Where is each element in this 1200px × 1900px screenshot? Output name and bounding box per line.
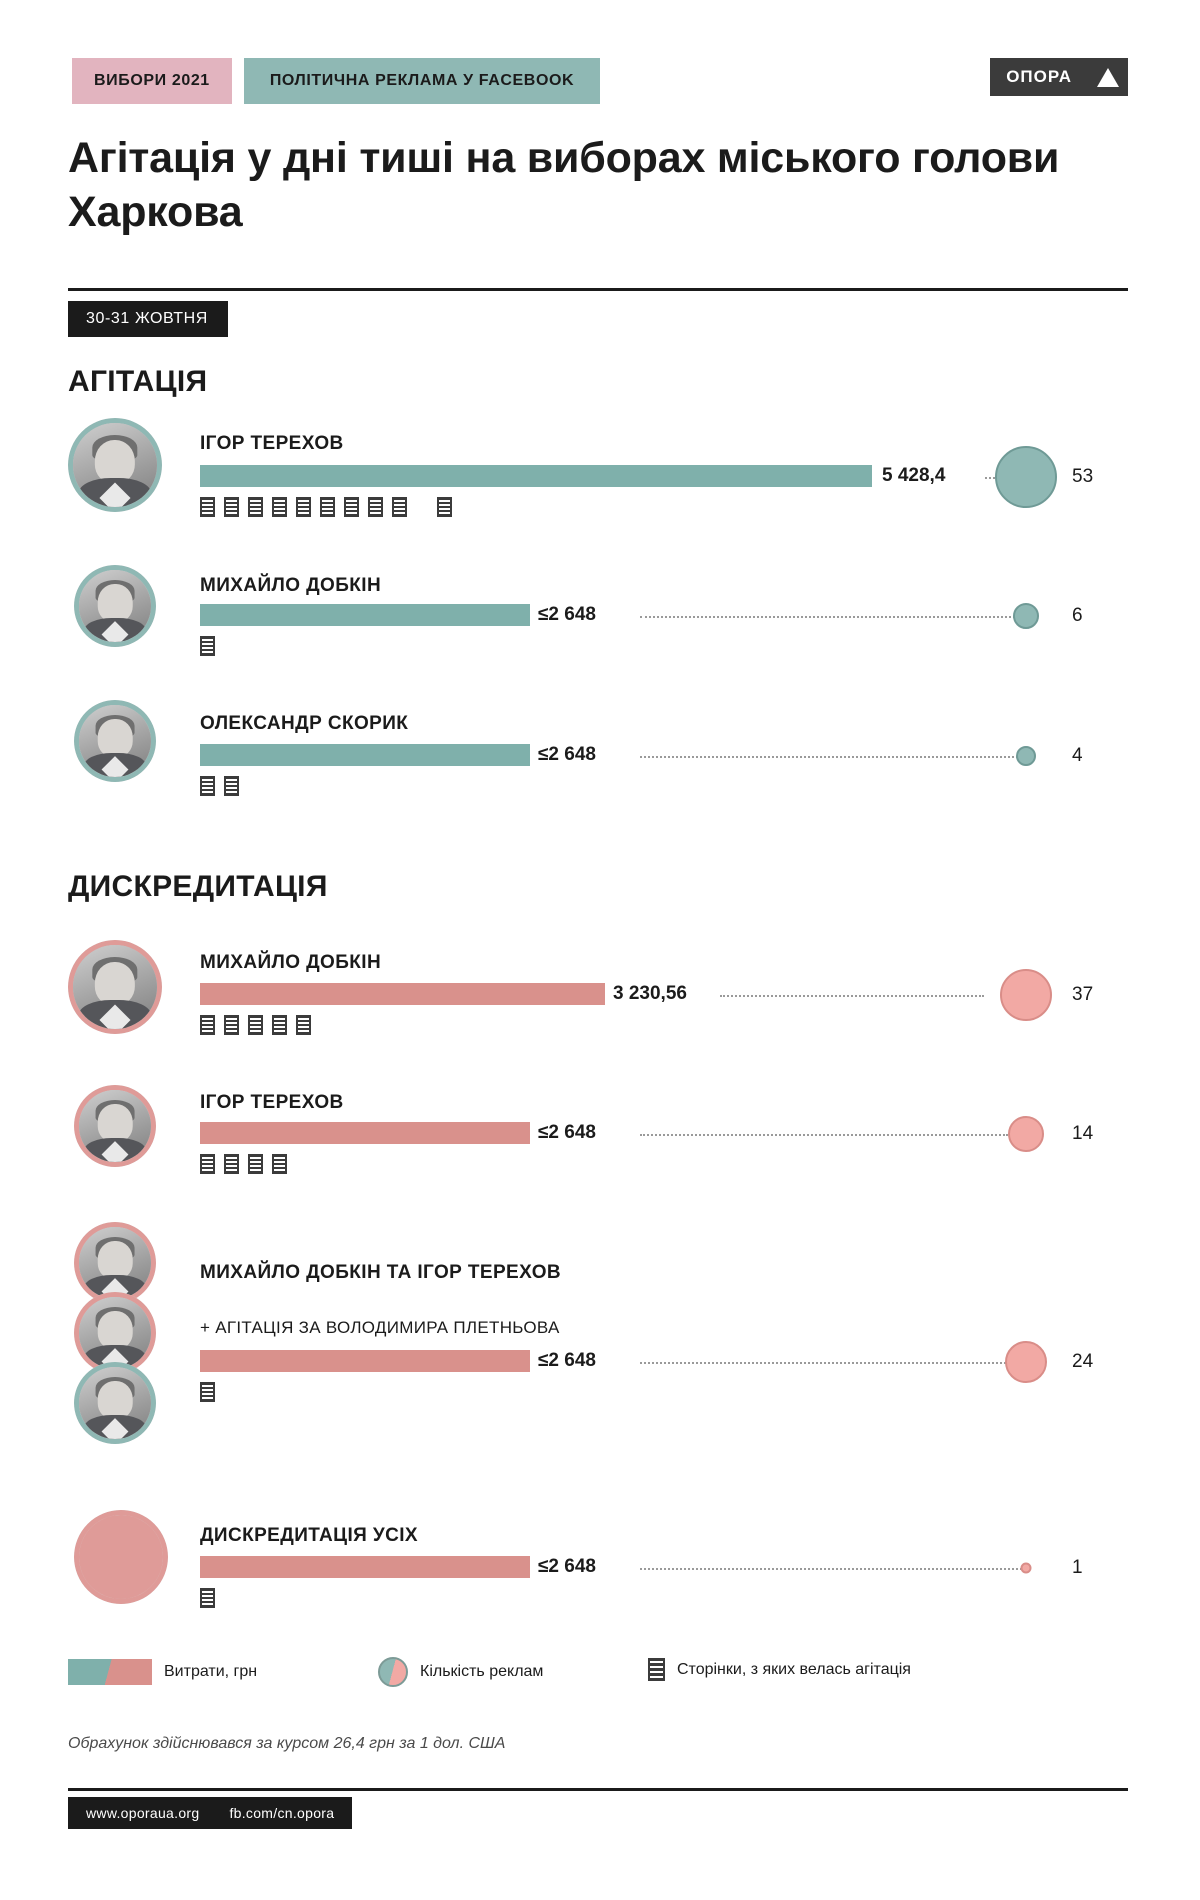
- spend-value: ≤2 648: [538, 1350, 596, 1371]
- pages-icons: [200, 1382, 215, 1402]
- legend-bar-icon: [68, 1659, 152, 1685]
- spend-value: 5 428,4: [882, 465, 946, 486]
- legend-circle-icon: [378, 1657, 408, 1687]
- spend-bar: [200, 1556, 530, 1578]
- spend-bar: [200, 1350, 530, 1372]
- ads-count: 53: [1072, 466, 1094, 487]
- spend-value: ≤2 648: [538, 744, 596, 765]
- spend-bar: [200, 604, 530, 626]
- section-title-agitation: АГІТАЦІЯ: [68, 365, 208, 398]
- page-icon: [344, 497, 359, 517]
- divider-bottom: [68, 1788, 1128, 1791]
- page-icon: [648, 1658, 665, 1681]
- candidate-name: ОЛЕКСАНДР СКОРИК: [200, 713, 409, 734]
- avatar: [74, 1362, 156, 1444]
- divider-top: [68, 288, 1128, 291]
- page-icon: [248, 497, 263, 517]
- candidate-sublabel: + АГІТАЦІЯ ЗА ВОЛОДИМИРА ПЛЕТНЬОВА: [200, 1318, 560, 1337]
- candidate-name: МИХАЙЛО ДОБКІН: [200, 575, 382, 596]
- pages-icons: [200, 1015, 311, 1035]
- tag-topic: ПОЛІТИЧНА РЕКЛАМА У FACEBOOK: [244, 58, 600, 104]
- page-icon: [272, 1015, 287, 1035]
- candidate-name: ДИСКРЕДИТАЦІЯ УСІХ: [200, 1525, 418, 1546]
- ads-bubble: [995, 446, 1057, 508]
- header-bar: [72, 58, 1128, 104]
- pages-icons: [200, 497, 452, 517]
- ads-bubble: [1005, 1341, 1047, 1383]
- section-title-discredit: ДИСКРЕДИТАЦІЯ: [68, 870, 328, 903]
- page-title: Агітація у дні тиші на виборах міського голови Харкова: [68, 134, 1060, 236]
- page-icon: [200, 1382, 215, 1402]
- page-icon: [200, 497, 215, 517]
- spend-bar: [200, 465, 872, 487]
- candidate-name: МИХАЙЛО ДОБКІН ТА ІГОР ТЕРЕХОВ: [200, 1262, 562, 1283]
- legend-item-spend: [68, 1659, 257, 1685]
- legend-item-ads: [378, 1657, 543, 1687]
- spend-value: 3 230,56: [613, 983, 687, 1004]
- pages-icons: [200, 636, 215, 656]
- page-icon: [200, 1154, 215, 1174]
- page-icon: [248, 1015, 263, 1035]
- footer-site-link[interactable]: www.oporaua.org: [86, 1805, 200, 1821]
- logo-text: ОПОРА: [990, 58, 1088, 96]
- page-icon: [272, 1154, 287, 1174]
- avatar: [74, 1085, 156, 1167]
- footnote: Обрахунок здійснювався за курсом 26,4 грн за 1 дол. США: [68, 1735, 506, 1752]
- tag-election: ВИБОРИ 2021: [72, 58, 232, 104]
- spend-bar: [200, 983, 605, 1005]
- ads-count: 37: [1072, 984, 1094, 1005]
- legend: [68, 1655, 1128, 1695]
- spend-bar: [200, 1122, 530, 1144]
- leader-dots: [640, 1568, 1022, 1570]
- leader-dots: [640, 616, 1015, 618]
- page-icon: [368, 497, 383, 517]
- page-icon: [437, 497, 452, 517]
- pages-icons: [200, 776, 239, 796]
- ads-count: 1: [1072, 1557, 1083, 1578]
- ads-count: 4: [1072, 745, 1083, 766]
- footer-fb-link[interactable]: fb.com/cn.opora: [229, 1805, 335, 1821]
- avatar: [74, 700, 156, 782]
- legend-item-pages: [648, 1658, 911, 1681]
- leader-dots: [640, 756, 1018, 758]
- page-icon: [224, 1015, 239, 1035]
- ads-count: 24: [1072, 1351, 1094, 1372]
- page-icon: [224, 1154, 239, 1174]
- pages-icons: [200, 1154, 287, 1174]
- spend-value: ≤2 648: [538, 1556, 596, 1577]
- candidate-name: ІГОР ТЕРЕХОВ: [200, 433, 344, 454]
- spend-value: ≤2 648: [538, 1122, 596, 1143]
- spend-value: ≤2 648: [538, 604, 596, 625]
- avatar: [68, 418, 162, 512]
- leader-dots: [640, 1134, 1008, 1136]
- page-icon: [296, 497, 311, 517]
- avatar: [74, 565, 156, 647]
- pages-icons: [200, 1588, 215, 1608]
- ads-count: 14: [1072, 1123, 1094, 1144]
- ads-bubble: [1008, 1116, 1044, 1152]
- footer: [68, 1797, 352, 1829]
- page-icon: [200, 1588, 215, 1608]
- ads-bubble: [1021, 1563, 1032, 1574]
- ads-count: 6: [1072, 605, 1083, 626]
- ads-bubble: [1013, 603, 1039, 629]
- date-badge: 30-31 ЖОВТНЯ: [68, 301, 228, 337]
- page-icon: [248, 1154, 263, 1174]
- page-icon: [224, 497, 239, 517]
- legend-label-ads: Кількість реклам: [420, 1663, 544, 1680]
- spend-bar: [200, 744, 530, 766]
- page-icon: [296, 1015, 311, 1035]
- leader-dots: [640, 1362, 1010, 1364]
- triangle-icon: [1088, 58, 1128, 96]
- page-icon: [392, 497, 407, 517]
- ads-bubble: [1016, 746, 1036, 766]
- candidate-name: ІГОР ТЕРЕХОВ: [200, 1092, 344, 1113]
- page-icon: [200, 1015, 215, 1035]
- candidate-name: МИХАЙЛО ДОБКІН: [200, 952, 382, 973]
- page-icon: [272, 497, 287, 517]
- avatar: [68, 940, 162, 1034]
- page-icon: [320, 497, 335, 517]
- page-icon: [200, 776, 215, 796]
- avatar: [74, 1510, 168, 1604]
- page-icon: [200, 636, 215, 656]
- legend-label-spend: Витрати, грн: [164, 1663, 258, 1680]
- ads-bubble: [1000, 969, 1052, 1021]
- leader-dots: [720, 995, 984, 997]
- legend-label-pages: Сторінки, з яких велась агітація: [677, 1660, 911, 1678]
- page-icon: [224, 776, 239, 796]
- opora-logo: [990, 58, 1128, 96]
